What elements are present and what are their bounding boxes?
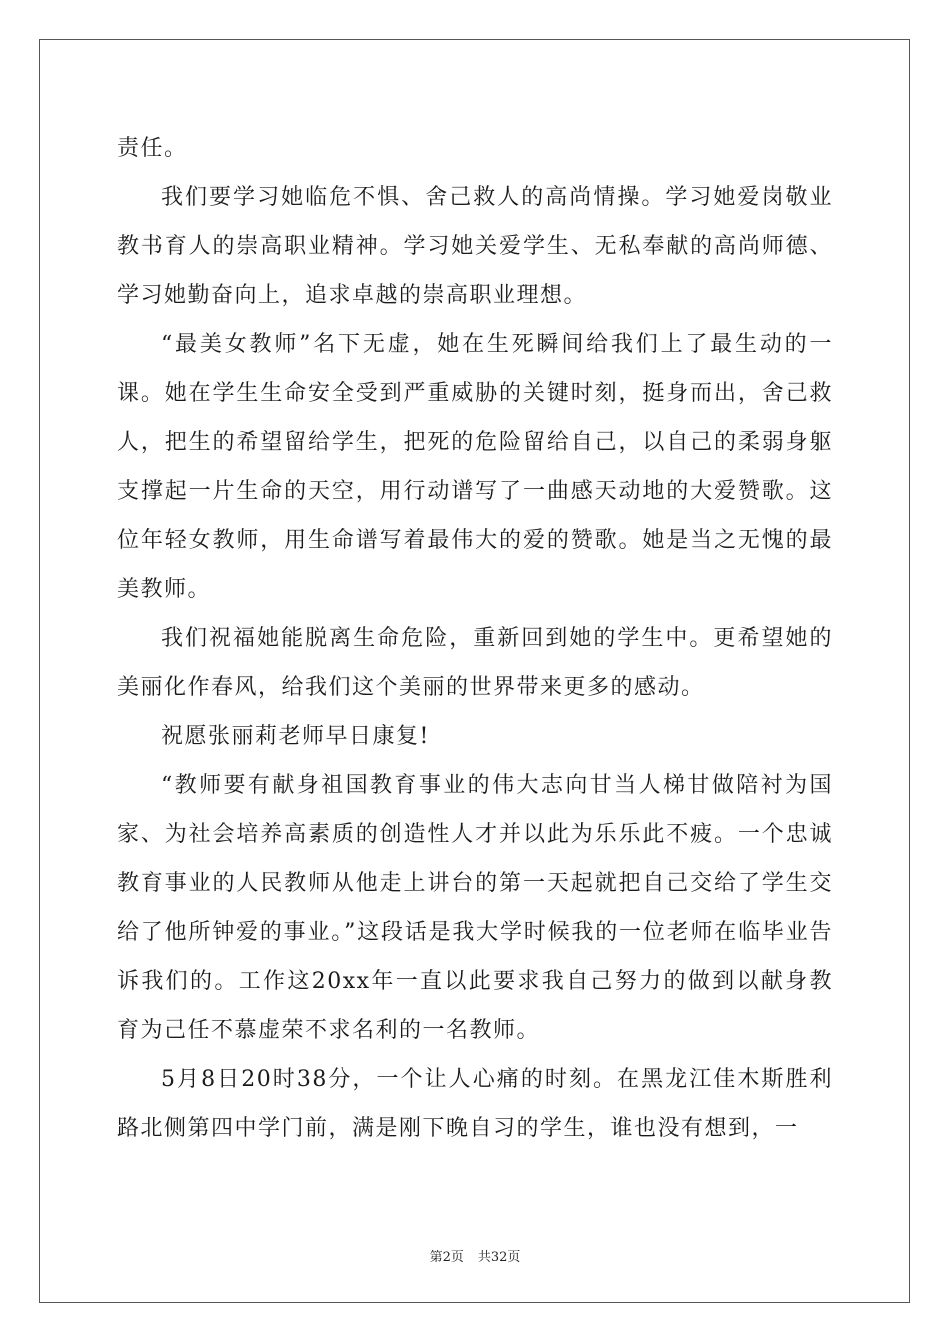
document-body xyxy=(117,124,833,1153)
total-pages: 共32页 xyxy=(477,1250,521,1265)
page-footer xyxy=(0,1246,950,1265)
paragraph: 5月8日20时38分，一个让人心痛的时刻。在黑龙江佳木斯胜利路北侧第四中学门前，满是刚下晚自习的学生，谁也没有想到，一 xyxy=(117,1067,833,1141)
current-page-number: 第2页 xyxy=(429,1250,464,1265)
paragraph: 祝愿张丽莉老师早日康复! xyxy=(161,724,430,749)
paragraph: 我们祝福她能脱离生命危险，重新回到她的学生中。更希望她的美丽化作春风，给我们这个美丽的世界带来更多的感动。 xyxy=(117,626,833,700)
paragraph: 责任。 xyxy=(117,136,188,161)
paragraph: “最美女教师”名下无虚，她在生死瞬间给我们上了最生动的一课。她在学生生命安全受到严重威胁的关键时刻，挺身而出，舍己救人，把生的希望留给学生，把死的危险留给自己，以自己的柔弱身躯支撑起一片生命的天空，用行动谱写了一曲感天动地的大爱赞歌。这位年轻女教师，用生命谱写着最伟大的爱的赞歌。她是当之无愧的最美教师。 xyxy=(117,332,833,602)
paragraph: “教师要有献身祖国教育事业的伟大志向甘当人梯甘做陪衬为国家、为社会培养高素质的创造性人才并以此为乐乐此不疲。一个忠诚教育事业的人民教师从他走上讲台的第一天起就把自己交给了学生交给了他所钟爱的事业。”这段话是我大学时候我的一位老师在临毕业告诉我们的。工作这20xx年一直以此要求我自己努力的做到以献身教育为己任不慕虚荣不求名利的一名教师。 xyxy=(117,773,833,1043)
paragraph: 我们要学习她临危不惧、舍己救人的高尚情操。学习她爱岗敬业教书育人的崇高职业精神。学习她关爱学生、无私奉献的高尚师德、学习她勤奋向上，追求卓越的崇高职业理想。 xyxy=(117,185,833,308)
